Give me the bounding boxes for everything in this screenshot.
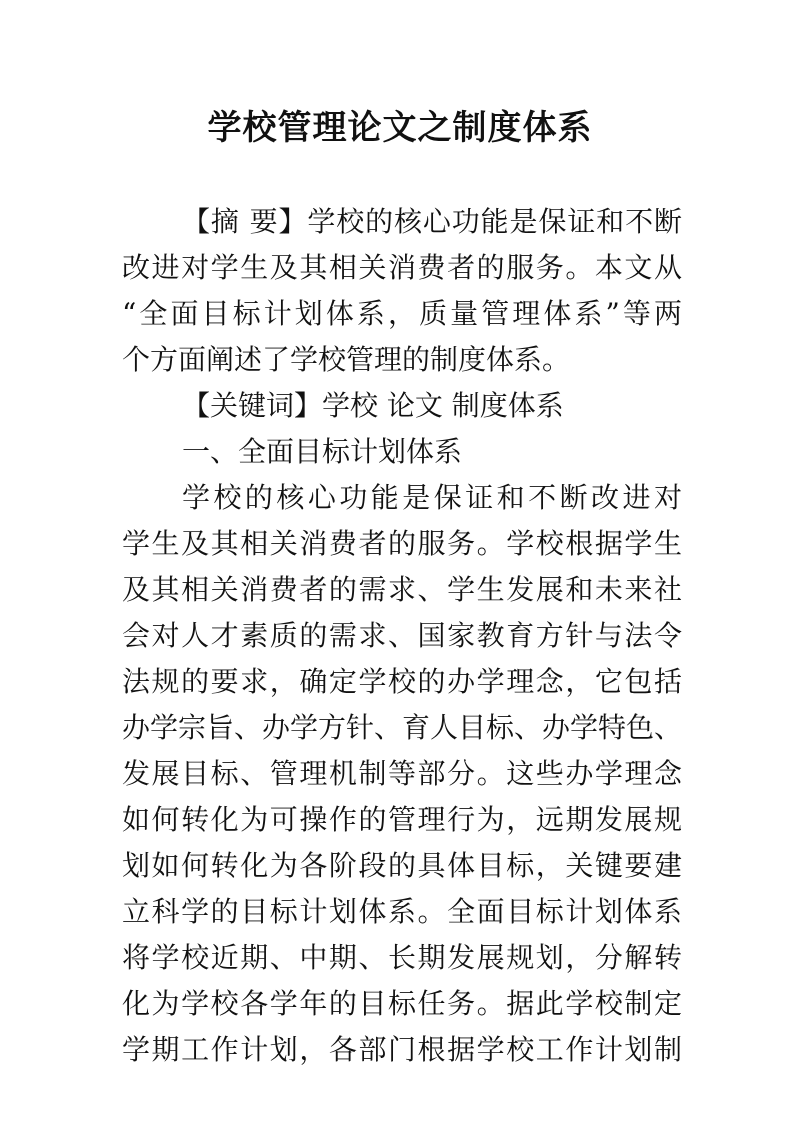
body-line: 会对人才素质的需求、国家教育方针与法令 — [122, 619, 682, 652]
body-line: 发展目标、管理机制等部分。这些办学理念 — [122, 757, 682, 790]
body-line: 及其相关消费者的需求、学生发展和未来社 — [122, 573, 682, 606]
body-line: 将学校近期、中期、长期发展规划，分解转 — [122, 941, 682, 974]
abstract-line: 个方面阐述了学校管理的制度体系。 — [122, 343, 571, 376]
body-line: 学期工作计划，各部门根据学校工作计划制 — [122, 1033, 682, 1066]
body-line: 划如何转化为各阶段的具体目标，关键要建 — [122, 849, 682, 882]
body-line: 化为学校各学年的目标任务。据此学校制定 — [122, 987, 682, 1020]
body-line: 法规的要求，确定学校的办学理念，它包括 — [122, 665, 682, 698]
body-line: 学校的核心功能是保证和不断改进对 — [182, 481, 682, 514]
document-title: 学校管理论文之制度体系 — [207, 108, 593, 148]
body-line: 办学宗旨、办学方针、育人目标、办学特色、 — [122, 711, 683, 744]
abstract-line: 【摘 要】学校的核心功能是保证和不断 — [182, 205, 682, 238]
abstract-line: 改进对学生及其相关消费者的服务。本文从 — [122, 251, 682, 284]
section-heading: 一、全面目标计划体系 — [182, 435, 463, 468]
body-line: 如何转化为可操作的管理行为，远期发展规 — [122, 803, 682, 836]
body-line: 学生及其相关消费者的服务。学校根据学生 — [122, 527, 682, 560]
body-line: 立科学的目标计划体系。全面目标计划体系 — [122, 895, 682, 928]
keywords-line: 【关键词】学校 论文 制度体系 — [182, 389, 564, 422]
abstract-line: “全面目标计划体系，质量管理体系”等两 — [122, 297, 682, 330]
